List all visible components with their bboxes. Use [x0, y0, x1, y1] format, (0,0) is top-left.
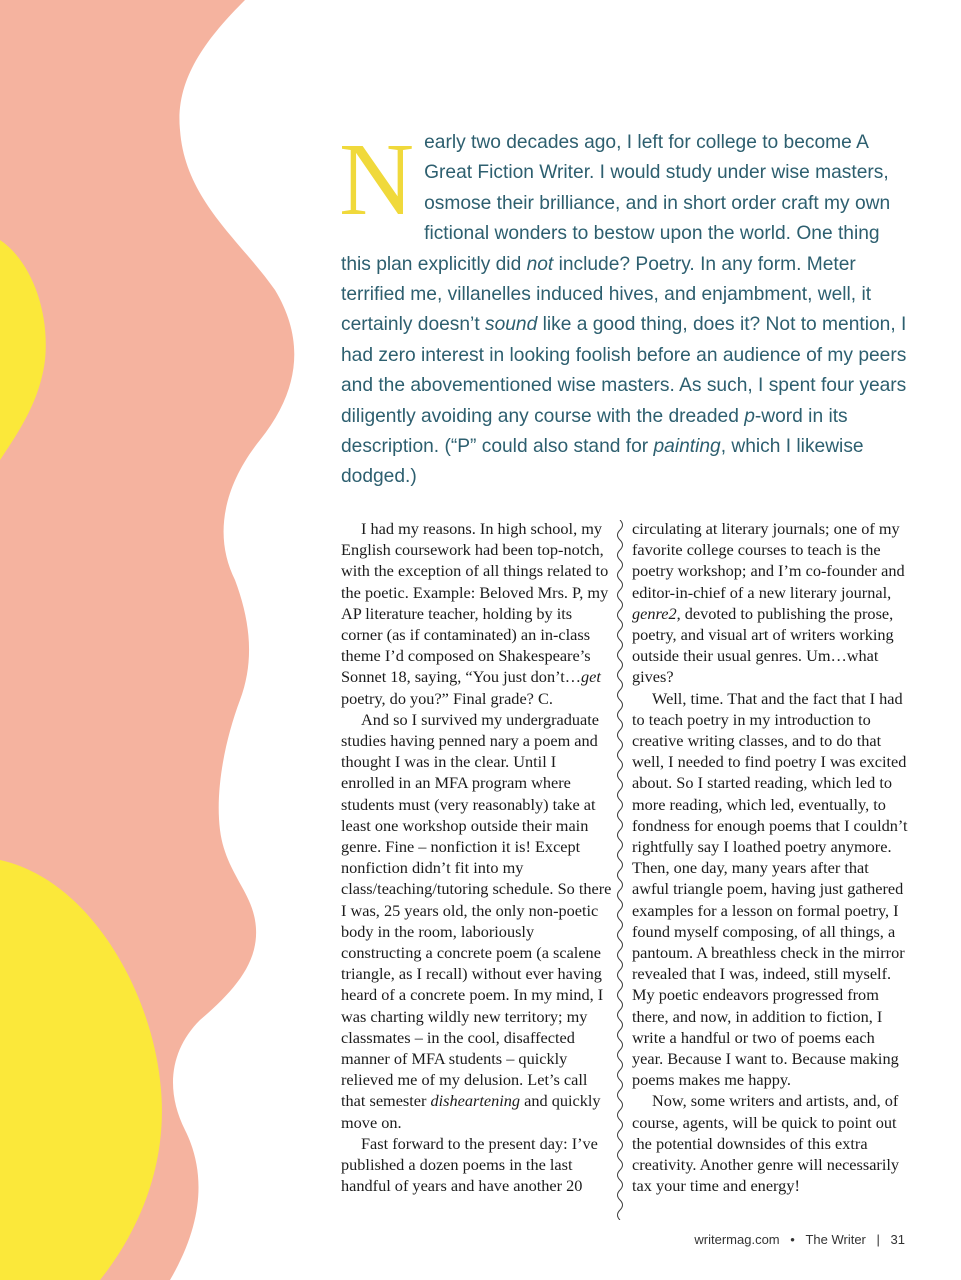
- footer-magazine: The Writer: [805, 1232, 866, 1247]
- right-p1-end: , devoted to publishing the prose, poetry, and visual art of writers working outside their usual genres. Um…what gives?: [632, 603, 894, 687]
- right-paragraph-2: Well, time. That and the fact that I had to teach poetry in my introduction to creative writing classes, and to do that well, I needed to find poetry I was excited about. So I started reading, which led to more reading, which led, eventually, to fondness for enough poems that I couldn’t rightfully say I loathed poetry anymore. Then, one day, many years after that awful triangle poem, having just gathered examples for a lesson on formal poetry, I found myself composing, of all things, a pantoum. A breathless check in the mirror revealed that I was, indeed, still myself. My poetic endeavors progressed from there, and now, in addition to fiction, I write a handful or two of poems each year. Because I want to. Because making poems makes me happy.: [632, 688, 908, 1090]
- page-footer: [694, 1232, 905, 1247]
- intro-emphasis-p: p: [744, 405, 755, 427]
- right-p1-text: circulating at literary journals; one of my favorite college courses to teach is the poetry workshop; and I’m co-founder and editor-in-chief of a new literary journal,: [632, 519, 905, 602]
- intro-text-2: include? Poetry. In any form. Meter terrified me, villanelles induced hives, and enjambment, well, it certainly doesn’t: [341, 253, 872, 336]
- intro-text-3: like a good thing, does it? Not to mention, I had zero interest in looking foolish before an audience of my peers and the abovementioned wise masters. As such, I spent four years diligently avoiding any course with the dreaded: [341, 314, 907, 427]
- left-p2-emphasis: disheartening: [430, 1091, 521, 1111]
- left-paragraph-2: [341, 709, 613, 1133]
- intro-text-5: , which I likewise dodged.): [341, 436, 864, 488]
- body-column-left: [341, 518, 613, 1197]
- intro-text-1: early two decades ago, I left for college to become A Great Fiction Writer. I would study under wise masters, osmose their brilliance, and in short order craft my own fictional wonders to bestow upon the world. One thing this plan explicitly did: [341, 132, 891, 275]
- intro-emphasis-sound: sound: [484, 314, 538, 336]
- footer-page-number: 31: [890, 1232, 905, 1247]
- intro-text-4: -word in its description. (“P” could also stand for: [341, 405, 848, 458]
- intro-emphasis-not: not: [526, 253, 554, 275]
- left-p1-end: poetry, do you?” Final grade? C.: [341, 688, 553, 708]
- right-p1-emphasis: genre2: [632, 603, 677, 623]
- footer-bullet: •: [790, 1232, 795, 1247]
- right-paragraph-1: [632, 518, 908, 688]
- footer-site: writermag.com: [694, 1232, 780, 1247]
- body-column-right: [632, 518, 908, 1197]
- left-p2-text: And so I survived my undergraduate studies having penned nary a poem and thought I was in the clear. Until I enrolled in an MFA program where students must (very reasonably) take at least one workshop outside their main genre. Fine – nonfiction it is! Except nonfiction didn’t fit into my class/teaching/tutoring schedule. So there I was, 25 years old, the only non-poetic body in the room, laboriously constructing a concrete poem (a scalene triangle, as I recall) without ever having heard of a concrete poem. In my mind, I was charting wildly new territory; my classmates – in the cool, disaffected manner of MFA students – quickly relieved me of my delusion. Let’s call that semester: [341, 709, 612, 1111]
- left-paragraph-1: [341, 518, 613, 709]
- intro-paragraph: [339, 122, 911, 493]
- right-paragraph-3: Now, some writers and artists, and, of course, agents, will be quick to point out the potential downsides of this extra creativity. Another genre will necessarily tax your time and energy!: [632, 1091, 900, 1196]
- left-p2-end: and quickly move on.: [341, 1091, 601, 1132]
- left-paragraph-3: Fast forward to the present day: I’ve published a dozen poems in the last handful of years and have another 20: [341, 1133, 598, 1196]
- left-p1-emphasis: get: [581, 667, 601, 687]
- left-p1-text: I had my reasons. In high school, my English coursework had been top-notch, with the exception of all things related to the poetic. Example: Beloved Mrs. P, my AP literature teacher, holding by its corner (as if contaminated) an in-class theme I’d composed on Shakespeare’s Sonnet 18, saying, “You just don’t…: [341, 519, 609, 687]
- intro-emphasis-painting: painting: [653, 436, 721, 458]
- footer-separator: |: [876, 1232, 880, 1247]
- drop-cap: N: [339, 122, 415, 237]
- column-divider: [614, 520, 626, 1220]
